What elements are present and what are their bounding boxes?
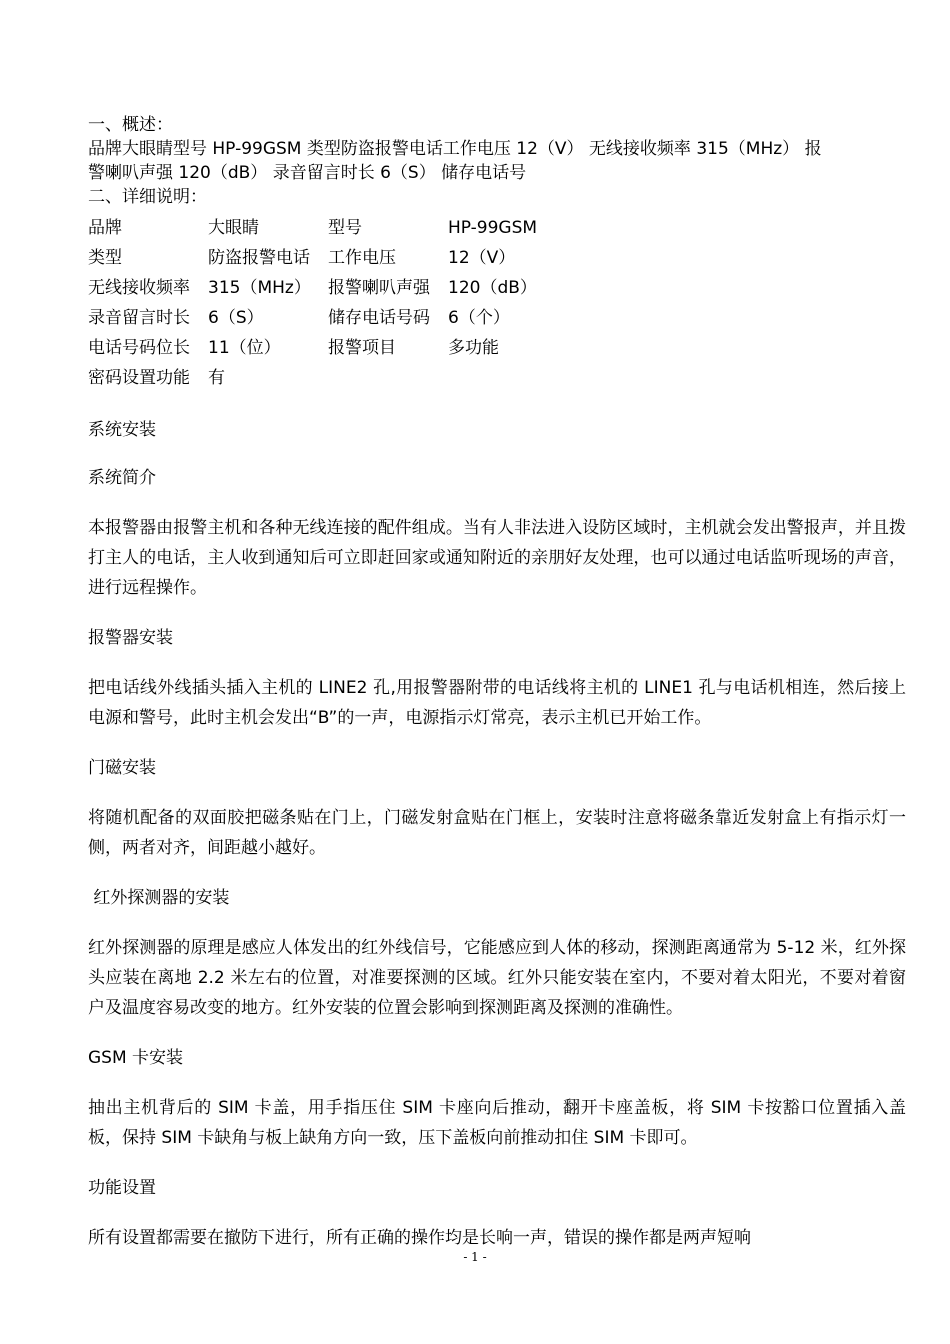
overview-line-2: 警喇叭声强 120（dB） 录音留言时长 6（S） 储存电话号 bbox=[88, 163, 527, 183]
ir-install-text: 红外探测器的原理是感应人体发出的红外线信号，它能感应到人体的移动，探测距离通常为 5-12 米，红外探头应装在离地 2.2 米左右的位置，对准要探测的区域。红外只能安装在室内，不要对着太阳光，不要对着窗户及温度容易改变的地方。红外安装的位置会影响到探测距离及探测的准确性。 bbox=[88, 938, 906, 1018]
section-func-settings: 功能设置 bbox=[88, 1178, 156, 1198]
door-install-text: 将随机配备的双面胶把磁条贴在门上，门磁发射盒贴在门框上，安装时注意将磁条靠近发射盒上有指示灯一侧，两者对齐，间距越小越好。 bbox=[88, 808, 906, 858]
overview-line-1: 品牌大眼睛型号 HP-99GSM 类型防盗报警电话工作电压 12（V） 无线接收频率 315（MHz） 报 bbox=[88, 139, 822, 159]
page-number: - 1 - bbox=[463, 1250, 487, 1264]
details-heading: 二、详细说明： bbox=[88, 187, 207, 207]
section-system-intro: 系统简介 bbox=[88, 468, 156, 488]
spec-label: 电话号码位长 bbox=[88, 338, 190, 358]
spec-row bbox=[88, 303, 906, 333]
spec-row bbox=[88, 273, 906, 303]
spec-value: 11（位） bbox=[208, 338, 281, 358]
spec-label: 品牌 bbox=[88, 218, 122, 238]
section-system-install: 系统安装 bbox=[88, 420, 156, 440]
section-door-install: 门磁安装 bbox=[88, 758, 156, 778]
spec-label: 报警喇叭声强 bbox=[328, 278, 430, 298]
alarm-install-text: 把电话线外线插头插入主机的 LINE2 孔,用报警器附带的电话线将主机的 LINE1 孔与电话机相连，然后接上电源和警号，此时主机会发出“B”的一声，电源指示灯常亮，表示主机已开始工作。 bbox=[88, 678, 906, 728]
spec-label: 录音留言时长 bbox=[88, 308, 190, 328]
section-alarm-install: 报警器安装 bbox=[88, 628, 173, 648]
spec-value: 防盗报警电话 bbox=[208, 248, 310, 268]
spec-label: 密码设置功能 bbox=[88, 368, 190, 388]
spec-value: 6（个） bbox=[448, 308, 510, 328]
overview-heading: 一、概述： bbox=[88, 115, 173, 135]
gsm-install-text: 抽出主机背后的 SIM 卡盖，用手指压住 SIM 卡座向后推动，翻开卡座盖板，将 SIM 卡按豁口位置插入盖板，保持 SIM 卡缺角与板上缺角方向一致，压下盖板向前推动扣住 SIM 卡即可。 bbox=[88, 1098, 906, 1148]
spec-label: 无线接收频率 bbox=[88, 278, 190, 298]
func-settings-text: 所有设置都需要在撤防下进行，所有正确的操作均是长响一声，错误的操作都是两声短响 bbox=[88, 1228, 751, 1248]
system-intro-text: 本报警器由报警主机和各种无线连接的配件组成。当有人非法进入设防区域时，主机就会发出警报声，并且拨打主人的电话，主人收到通知后可立即赶回家或通知附近的亲朋好友处理，也可以通过电话监听现场的声音，进行远程操作。 bbox=[88, 518, 906, 598]
spec-label: 工作电压 bbox=[328, 248, 396, 268]
spec-value: 多功能 bbox=[448, 338, 499, 358]
spec-label: 型号 bbox=[328, 218, 362, 238]
spec-row bbox=[88, 363, 906, 393]
spec-label: 储存电话号码 bbox=[328, 308, 430, 328]
spec-table bbox=[88, 213, 906, 393]
spec-row bbox=[88, 333, 906, 363]
spec-value: 有 bbox=[208, 368, 225, 388]
spec-value: 大眼睛 bbox=[208, 218, 259, 238]
spec-value: 6（S） bbox=[208, 308, 264, 328]
document-body bbox=[88, 113, 906, 1253]
section-ir-install: 红外探测器的安装 bbox=[88, 888, 230, 908]
spec-row bbox=[88, 213, 906, 243]
spec-label: 类型 bbox=[88, 248, 122, 268]
spec-value: 315（MHz） bbox=[208, 278, 311, 298]
spec-value: HP-99GSM bbox=[448, 218, 538, 238]
spec-value: 120（dB） bbox=[448, 278, 537, 298]
spec-label: 报警项目 bbox=[328, 338, 396, 358]
spec-row bbox=[88, 243, 906, 273]
section-gsm-install: GSM 卡安装 bbox=[88, 1048, 184, 1068]
spec-value: 12（V） bbox=[448, 248, 516, 268]
